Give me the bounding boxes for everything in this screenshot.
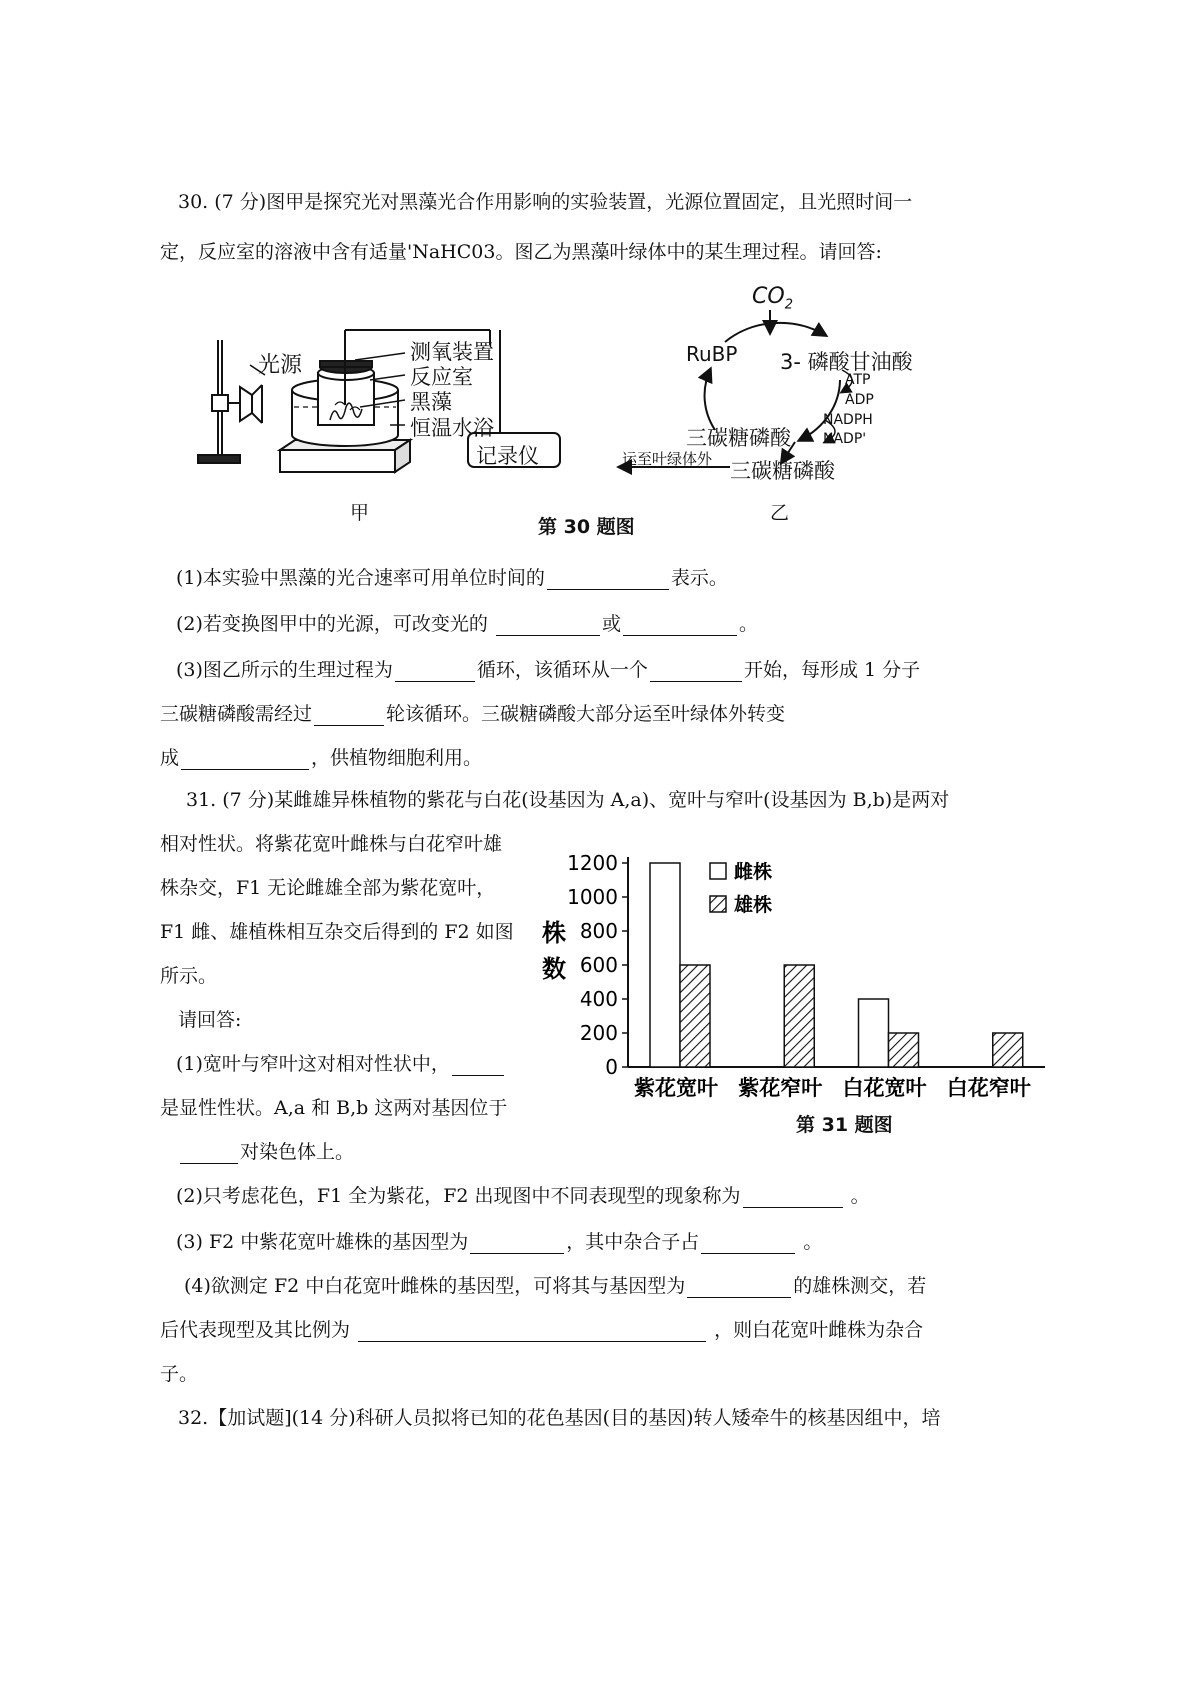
answer-blank[interactable] (181, 749, 309, 770)
q31-sub4-line2 (160, 1318, 923, 1342)
label-light: 光源 (258, 353, 303, 378)
label-algae: 黑藻 (410, 390, 452, 414)
chart-bar-male (784, 965, 814, 1067)
answer-blank[interactable] (470, 1233, 564, 1254)
label-pga: 3- 磷酸甘油酸 (780, 350, 913, 374)
label-co2: $CO_2$ (752, 284, 793, 313)
q31-sub4-line3: 子。 (160, 1363, 199, 1385)
q30-sub3-text-f: 成 (160, 747, 180, 769)
chart-legend (710, 860, 772, 916)
q30-sub3-text-a: (3)图乙所示的生理过程为 (176, 659, 393, 681)
chart-ylabel-char: 数 (542, 955, 566, 983)
q31-sub4-line1 (184, 1274, 926, 1298)
label-recorder: 记录仪 (476, 444, 539, 468)
q31-sub1-line3 (178, 1140, 354, 1164)
chart-ylabel-char: 株 (542, 919, 566, 947)
answer-blank[interactable] (314, 705, 384, 726)
q31-sub3-text-a: (3) F2 中紫花宽叶雄株的基因型为 (176, 1231, 469, 1253)
chart-category-label: 紫花宽叶 (634, 1076, 718, 1100)
answer-blank[interactable] (623, 615, 737, 636)
label-nadp: NADP' (823, 431, 867, 447)
q30-line2: 定，反应室的溶液中含有适量'NaHC03。图乙为黑藻叶绿体中的某生理过程。请回答: (160, 241, 882, 263)
q30-sub3-text-e: 轮该循环。三碳糖磷酸大部分运至叶绿体外转变 (386, 703, 786, 725)
q30-sub2 (176, 612, 758, 636)
q30-sub1 (176, 566, 728, 590)
chart-bar-male (889, 1033, 919, 1067)
q30-sub2-text-a: (2)若变换图甲中的光源，可改变光的 (176, 613, 488, 635)
q31-line1: 31. (7 分)某雌雄异株植物的紫花与白花(设基因为 A,a)、宽叶与窄叶(设基因为 B,b)是两对 (186, 789, 950, 811)
q30-sub3-text-d: 三碳糖磷酸需经过 (160, 703, 313, 725)
answer-blank[interactable] (547, 569, 669, 590)
label-chamber: 反应室 (410, 365, 473, 389)
fig30-caption: 第 30 题图 (538, 516, 635, 538)
fig31-caption: 第 31 题图 (796, 1114, 893, 1136)
label-export: 运至叶绿体外 (622, 450, 713, 468)
answer-blank[interactable] (496, 615, 600, 636)
lamp (240, 385, 262, 423)
q30-sub3-text-b: 循环，该循环从一个 (476, 659, 648, 681)
q30-sub2-text-c: 。 (738, 613, 758, 635)
q30-sub2-text-b: 或 (601, 613, 621, 635)
legend-swatch (710, 896, 726, 912)
answer-blank[interactable] (650, 661, 742, 682)
q30-sub3-line3 (160, 746, 482, 770)
q31-sub1-line1 (176, 1052, 506, 1076)
answer-blank[interactable] (687, 1277, 791, 1298)
q31-p5: 请回答: (178, 1009, 242, 1031)
answer-blank[interactable] (180, 1143, 238, 1164)
lamp-stand (198, 340, 240, 463)
chart-category-label: 白花窄叶 (946, 1076, 1031, 1100)
q30-line1: 30. (7 分)图甲是探究光对黑藻光合作用影响的实验装置，光源位置固定，且光照时间一 (178, 191, 913, 213)
q31-sub4-text-a: (4)欲测定 F2 中白花宽叶雌株的基因型，可将其与基因型为 (184, 1275, 686, 1297)
q30-sub3-text-c: 开始，每形成 1 分子 (743, 659, 921, 681)
chart-y-tick-label: 800 (579, 919, 618, 943)
q31-p1: 相对性状。将紫花宽叶雌株与白花窄叶雄 (160, 833, 503, 855)
q30-sub3-line1 (176, 658, 920, 682)
chart-y-tick-label: 1000 (567, 885, 618, 909)
q31-sub3 (176, 1230, 822, 1254)
q31-sub4-text-c: 后代表现型及其比例为 (160, 1319, 351, 1341)
chart-bar-male (993, 1033, 1023, 1067)
legend-label: 雄株 (734, 894, 773, 916)
chart-bar-female (650, 863, 680, 1067)
answer-blank[interactable] (395, 661, 475, 682)
q31-sub2-text-a: (2)只考虑花色，F1 全为紫花，F2 出现图中不同表现型的现象称为 (176, 1185, 741, 1207)
q30-sub1-text-a: (1)本实验中黑藻的光合速率可用单位时间的 (176, 567, 545, 589)
q31-sub1-text-c: 对染色体上。 (240, 1141, 355, 1163)
chart-y-tick-label: 200 (579, 1021, 618, 1045)
figure-31-chart (540, 845, 1050, 1145)
chart-y-tick-label: 1200 (567, 851, 618, 875)
q32-line1: 32.【加试题](14 分)科研人员拟将已知的花色基因(目的基因)转人矮牵牛的核基因组中，培 (178, 1407, 941, 1429)
q30-sub1-text-b: 表示。 (670, 567, 728, 589)
label-adp: ADP (845, 392, 874, 408)
q31-sub3-text-b: ，其中杂合子占 (566, 1231, 700, 1253)
answer-blank[interactable] (358, 1321, 706, 1342)
caption-yi: 乙 (770, 502, 790, 524)
answer-blank[interactable] (701, 1233, 795, 1254)
caption-jia: 甲 (350, 502, 370, 524)
chart-y-tick-label: 0 (605, 1055, 618, 1079)
chart-bars (650, 863, 1023, 1067)
cycle-arc-left (705, 370, 715, 430)
label-atp: ATP (845, 372, 871, 388)
label-g3p-outer: 三碳糖磷酸 (730, 459, 835, 483)
chart-y-tick-label: 600 (579, 953, 618, 977)
legend-swatch (710, 863, 726, 879)
chart-category-label: 白花宽叶 (842, 1076, 927, 1100)
legend-label: 雌株 (734, 861, 773, 883)
q31-sub1-line2: 是显性性状。A,a 和 B,b 这两对基因位于 (160, 1097, 508, 1119)
chart-y-tick-label: 400 (579, 987, 618, 1011)
q31-p2: 株杂交，F1 无论雌雄全部为紫花宽叶， (160, 877, 496, 899)
cycle-arc-top (725, 323, 825, 342)
q31-p4: 所示。 (160, 965, 218, 987)
label-g3p-inner: 三碳糖磷酸 (686, 426, 791, 450)
answer-blank[interactable] (743, 1187, 843, 1208)
chart-bar-male (680, 965, 710, 1067)
q31-sub1-text-a: (1)宽叶与窄叶这对相对性状中， (176, 1053, 450, 1075)
q31-sub2 (176, 1184, 870, 1208)
q30-sub3-line2 (160, 702, 785, 726)
q31-p3: F1 雌、雄植株相互杂交后得到的 F2 如图 (160, 921, 514, 943)
q30-sub3-text-g: ，供植物细胞利用。 (311, 747, 483, 769)
answer-blank[interactable] (452, 1055, 504, 1076)
label-oxygen: 测氧装置 (410, 340, 494, 364)
chart-category-label: 紫花窄叶 (738, 1076, 823, 1100)
label-rubp: RuBP (686, 342, 738, 366)
q31-sub3-text-c: 。 (803, 1231, 823, 1253)
q31-sub4-text-b: 的雄株测交，若 (793, 1275, 927, 1297)
figure-jia (190, 325, 570, 530)
label-co2-sub: 2 (784, 297, 793, 313)
q31-sub4-text-d: ，则白花宽叶雌株为杂合 (714, 1319, 924, 1341)
label-nadph: NADPH (823, 412, 873, 428)
label-bath: 恒温水浴 (410, 416, 494, 440)
q31-sub2-text-b: 。 (850, 1185, 870, 1207)
chart-bar-female (859, 999, 889, 1067)
